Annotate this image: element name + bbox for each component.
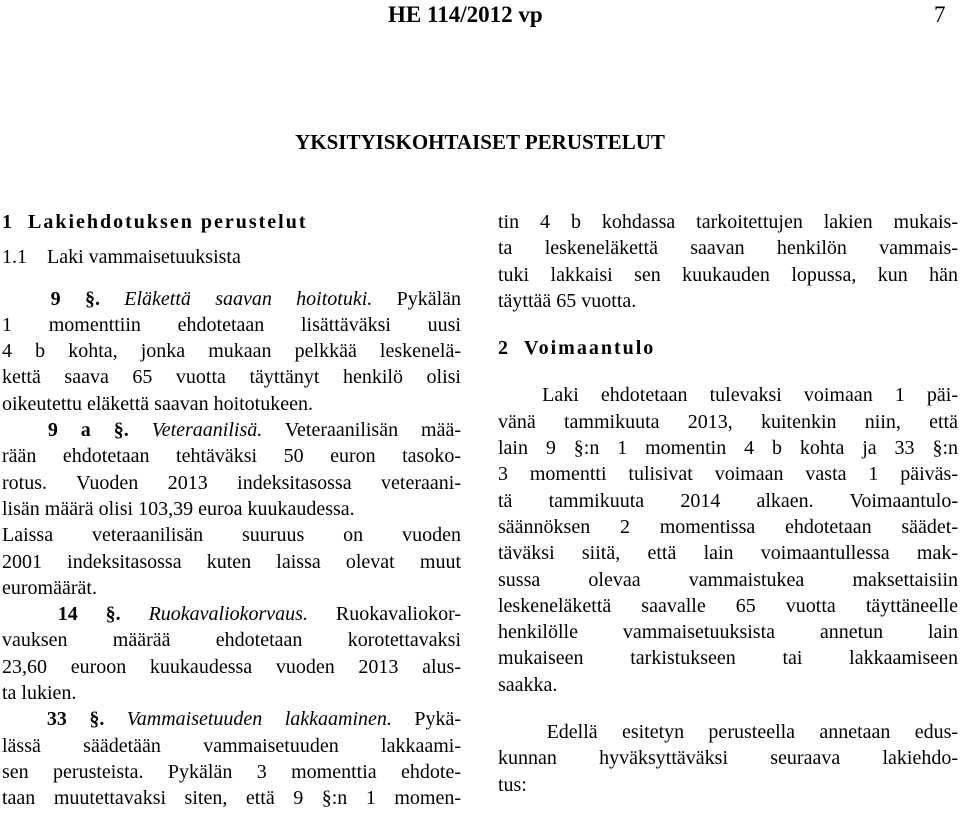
section-italic-title: Ruokavaliokorvaus. <box>148 603 308 626</box>
text-span: Edellä esitetyn perusteella annetaan edus- <box>546 721 959 744</box>
text-line: rotus. Vuoden 2013 indeksitasossa veteraani- <box>2 471 461 494</box>
text-line: Laissa veteraanilisän suuruus on vuoden <box>2 524 461 547</box>
section-title: Voimaantulo <box>524 337 656 360</box>
text-line: tin 4 b kohdassa tarkoitettujen lakien mukais- <box>498 211 958 233</box>
left-column <box>2 209 461 812</box>
text-line: vänä tammikuuta 2013, kuitenkin niin, että <box>498 410 958 433</box>
text-line: kettä saava 65 vuotta täyttänyt henkilö olisi <box>2 366 461 389</box>
section-num: 9 a <box>47 419 91 442</box>
text-line: lässä säädetään vammaisetuuden lakkaami- <box>2 734 461 757</box>
section-italic-title: Eläkettä saavan hoitotuki. <box>124 287 373 310</box>
text-line: lain 9 §:n 1 momentin 4 b kohta ja 33 §:n <box>498 437 958 460</box>
text-line: ta lukien. <box>2 682 77 705</box>
text-line: ta leskeneläkettä saavan henkilön vammais- <box>498 237 958 260</box>
section-sym: §. <box>89 708 105 731</box>
text-line <box>2 601 461 627</box>
section-sym: §. <box>84 287 100 310</box>
text-span: Veteraanilisän mää- <box>284 419 461 442</box>
text-line: saakka. <box>498 673 558 696</box>
text-line <box>2 706 461 732</box>
text-line: säännöksen 2 momentissa ehdotetaan säädet- <box>498 515 958 538</box>
section-num: 9 <box>50 287 61 310</box>
text-line <box>498 382 958 408</box>
text-line: leskeneläkettä saavalle 65 vuotta täyttäneelle <box>498 594 958 617</box>
text-line: 23,60 euroon kuukaudessa vuoden 2013 alus- <box>2 655 461 678</box>
text-line: vauksen määrää ehdotetaan korotettavaksi <box>2 629 461 652</box>
subsection-heading-1-1 <box>2 244 461 270</box>
section-sym: §. <box>105 603 121 626</box>
text-span: Ruokavaliokor- <box>335 603 461 626</box>
page-number: 7 <box>934 2 946 27</box>
section-num: 33 <box>46 708 67 731</box>
text-line: sen perusteista. Pykälän 3 momenttia ehdote- <box>2 760 461 783</box>
text-line: taan muutettavaksi siten, että 9 §:n 1 momen- <box>2 787 461 810</box>
section-number: 1 <box>2 211 14 233</box>
text-line: 2001 indeksitasossa kuten laissa olevat muut <box>2 550 461 573</box>
subsection-number: 1.1 <box>2 246 27 269</box>
section-heading-2 <box>498 335 958 361</box>
text-span: Pykä- <box>414 708 462 731</box>
text-line: sussa olevaa vammaistukea maksettaisiin <box>498 568 958 591</box>
paragraph-enactment <box>498 719 958 798</box>
text-span: Pykälän <box>396 287 462 310</box>
text-line: henkilölle vammaisetuuksista annetun lain <box>498 621 958 644</box>
paragraph-voimaantulo <box>498 382 958 698</box>
paragraph-33 <box>2 706 461 811</box>
text-line: lisän määrä olisi 103,39 euroa kuukaudessa. <box>2 497 355 520</box>
text-line: tus: <box>498 773 527 796</box>
section-italic-title: Veteraanilisä. <box>151 419 263 442</box>
text-line: kunnan hyväksyttäväksi seuraava lakiehdo- <box>498 747 958 770</box>
subsection-title: Laki vammaisetuuksista <box>47 246 241 269</box>
text-line: 1 momenttiin ehdotetaan lisättäväksi uusi <box>2 313 461 336</box>
text-line <box>498 719 958 745</box>
text-line: 4 b kohta, jonka mukaan pelkkää leskenelä- <box>2 340 461 363</box>
document-id: HE 114/2012 vp <box>388 2 543 27</box>
section-num: 14 <box>57 603 78 626</box>
text-line: tä tammikuuta 2014 alkaen. Voimaantulo- <box>498 489 958 512</box>
section-sym: §. <box>113 419 129 442</box>
section-italic-title: Vammaisetuuden lakkaaminen. <box>126 708 392 731</box>
text-span: Laki ehdotetaan tulevaksi voimaan 1 päi- <box>542 384 958 407</box>
paragraph-9 <box>2 286 461 417</box>
section-title: Lakiehdotuksen perustelut <box>28 211 308 233</box>
section-heading-1 <box>2 209 461 235</box>
text-line: 3 momentti tulisivat voimaan vasta 1 päiväs- <box>498 463 958 486</box>
text-line: euromäärät. <box>2 576 97 599</box>
paragraph-14 <box>2 601 461 706</box>
text-line: mukaiseen tarkistukseen tai lakkaamiseen <box>498 647 958 670</box>
right-column <box>498 209 958 798</box>
text-line: täväksi siitä, että lain voimaantullessa mak- <box>498 542 958 565</box>
paragraph-33-continued <box>498 209 958 314</box>
text-line: oikeutettu eläkettä saavan hoitotukeen. <box>2 392 313 415</box>
text-line: tuki lakkaisi sen kuukauden lopussa, kun hän <box>498 263 958 286</box>
text-line <box>2 286 461 312</box>
text-line: rään ehdotetaan tehtäväksi 50 euron tasoko- <box>2 445 461 468</box>
text-line: täyttää 65 vuotta. <box>498 289 637 312</box>
section-number: 2 <box>498 337 510 360</box>
paragraph-9a <box>2 417 461 601</box>
page-title: YKSITYISKOHTAISET PERUSTELUT <box>295 130 665 154</box>
text-line <box>2 417 461 443</box>
